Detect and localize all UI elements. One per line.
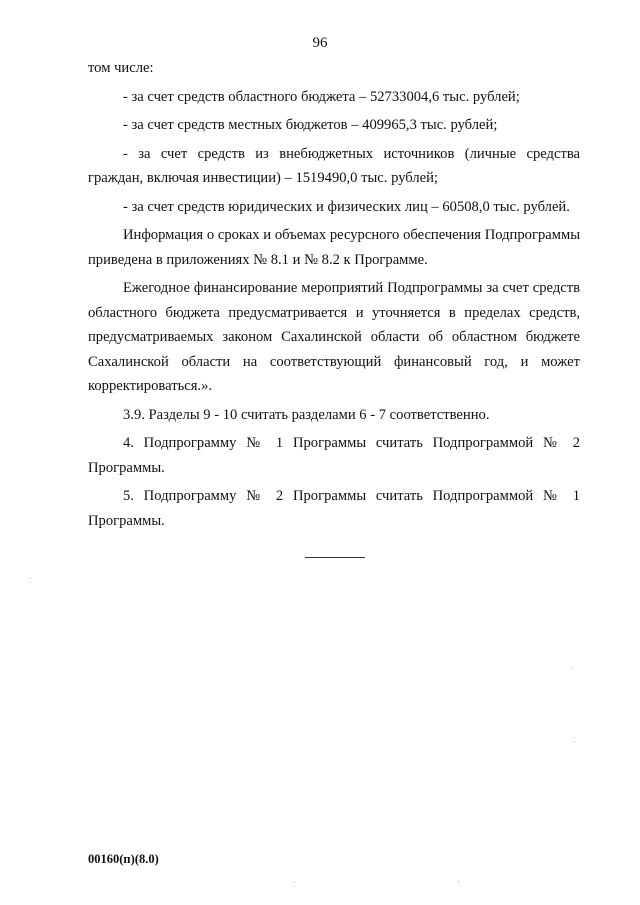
scan-speck bbox=[574, 741, 575, 742]
paragraph-extrabudgetary: - за счет средств из внебюджетных источников (личные средства граждан, включая инвестиции) – 1519490,0 тыс. рублей; bbox=[88, 145, 580, 186]
scan-speck bbox=[30, 578, 31, 579]
scan-speck bbox=[458, 881, 459, 882]
page-number: 96 bbox=[312, 35, 328, 51]
paragraph-local-budgets: - за счет средств местных бюджетов – 409965,3 тыс. рублей; bbox=[123, 117, 498, 133]
paragraph-intro: том числе: bbox=[88, 60, 154, 76]
document-code: 00160(п)(8.0) bbox=[88, 852, 159, 866]
paragraph-annual-financing: Ежегодное финансирование мероприятий Подпрограммы за счет средств областного бюджета предусматривается и уточняется в пределах средств, предусматриваемых законом Сахалинской области об областном бюджете Сахалинской области на соответствующий финансовый год, и может корректироваться.». bbox=[88, 280, 580, 394]
paragraph-subprogram-1: 4. Подпрограмму № 1 Программы считать Подпрограммой № 2 Программы. bbox=[88, 435, 580, 476]
document-body bbox=[88, 56, 580, 533]
scan-speck bbox=[571, 668, 572, 669]
closing-rule bbox=[305, 557, 365, 558]
paragraph-legal-entities: - за счет средств юридических и физических лиц – 60508,0 тыс. рублей. bbox=[123, 198, 570, 215]
scan-speck bbox=[294, 882, 295, 883]
paragraph-subprogram-2: 5. Подпрограмму № 2 Программы считать Подпрограммой № 1 Программы. bbox=[88, 488, 580, 529]
paragraph-resource-info: Информация о сроках и объемах ресурсного обеспечения Подпрограммы приведена в приложениях № 8.1 и № 8.2 к Программе. bbox=[88, 227, 580, 268]
paragraph-regional-budget: - за счет средств областного бюджета – 52733004,6 тыс. рублей; bbox=[123, 88, 520, 105]
paragraph-sections: 3.9. Разделы 9 - 10 считать разделами 6 - 7 соответственно. bbox=[123, 406, 490, 423]
